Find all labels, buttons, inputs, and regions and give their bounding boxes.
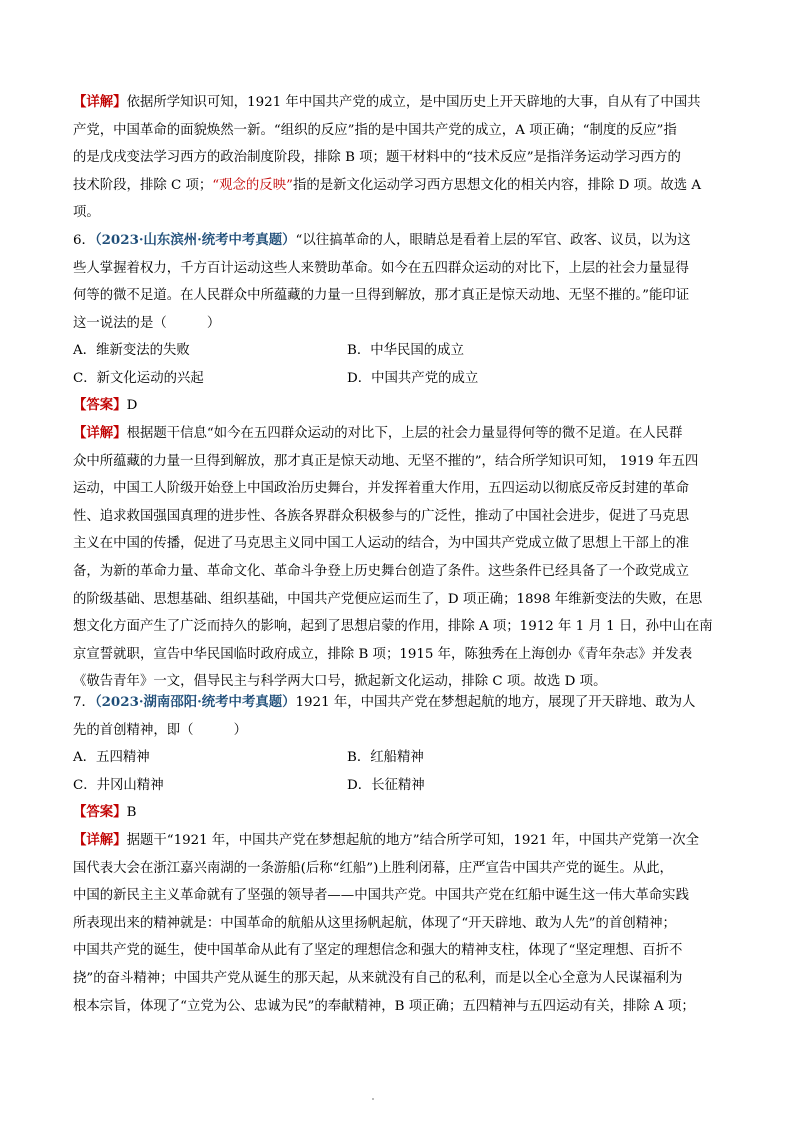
explanation-line: 的阶级基础、思想基础、组织基础，中国共产党便应运而生了，D 项正确；1898 年维新变法的失败，在思	[73, 591, 703, 607]
option-a: A．五四精神	[73, 750, 150, 765]
question-6-stem	[73, 227, 731, 337]
prev-explanation	[73, 89, 731, 227]
explanation-line: 技术阶段，排除 C 项；	[73, 177, 213, 193]
answer-value: B	[126, 805, 137, 820]
explanation-tag: 【详解】	[73, 832, 127, 848]
question-number: 6．	[73, 233, 95, 248]
question-6-explanation	[73, 420, 731, 696]
option-c: C．新文化运动的兴起	[73, 370, 204, 386]
question-number: 7．	[73, 695, 95, 710]
explanation-line: 中国的新民主主义革命就有了坚强的领导者——中国共产党。中国共产党在红船中诞生这一伟大革命实践	[73, 888, 689, 904]
explanation-line: 想文化方面产生了广泛而持久的影响，起到了思想启蒙的作用，排除 A 项；1912 年 1 月 1 日，孙中山在南	[73, 619, 713, 635]
question-7-stem	[73, 689, 731, 744]
option-b: B．红船精神	[347, 750, 424, 765]
explanation-line: 根据题干信息“如今在五四群众运动的对比下，上层的社会力量显得何等的微不足道。在人民群	[126, 426, 683, 441]
answer-value: D	[126, 398, 138, 413]
explanation-line: 运动，中国工人阶级开始登上中国政治历史舞台，并发挥着重大作用，五四运动以彻底反帝反封建的革命	[73, 481, 689, 497]
stem-line: 何等的微不足道。在人民群众中所蕴藏的力量一旦得到解放，那才真正是惊天动地、无坚不摧的。”能印证	[73, 288, 690, 304]
explanation-line: 产党，中国革命的面貌焕然一新。“组织的反应”指的是中国共产党的成立，A 项正确；“制度的反应”指	[73, 122, 677, 138]
option-c: C．井冈山精神	[73, 777, 164, 793]
explanation-line: 国代表大会在浙江嘉兴南湖的一条游船(后称“红船”)上胜利闭幕，庄严宣告中国共产党的诞生。从此，	[73, 860, 673, 876]
explanation-line: 指的是新文化运动学习西方思想文化的相关内容，排除 D 项。故选 A	[292, 177, 702, 193]
stem-line: 1921 年，中国共产党在梦想起航的地方，展现了开天辟地、敢为人	[295, 695, 696, 710]
stem-line: “以往搞革命的人，眼睛总是看着上层的军官、政客、议员，以为这	[295, 233, 691, 248]
option-d: D．中国共产党的成立	[347, 370, 479, 386]
answer-tag: 【答案】	[73, 397, 127, 413]
option-a: A．维新变法的失败	[73, 343, 190, 358]
page-marker-dot	[372, 1098, 374, 1100]
question-source: （2023·湖南邵阳·统考中考真题）	[94, 694, 296, 710]
explanation-tag: 【详解】	[73, 94, 127, 110]
explanation-line: 所表现出来的精神就是：中国革命的航船从这里扬帆起航，体现了“开天辟地、敢为人先”的首创精神；	[73, 915, 676, 931]
question-6-options	[73, 337, 731, 392]
explanation-line: 的是戊戌变法学习西方的政治制度阶段，排除 B 项；题干材料中的“技术反应”是指洋务运动学习西方的	[73, 150, 681, 166]
explanation-line: 根本宗旨，体现了“立党为公、忠诚为民”的奉献精神，B 项正确；五四精神与五四运动有关，排除 A 项；	[73, 998, 695, 1014]
stem-line: 些人掌握着权力，千方百计运动这些人来赞助革命。如今在五四群众运动的对比下，上层的社会力量显得	[73, 260, 689, 276]
question-7-answer	[73, 799, 731, 827]
question-6-answer	[73, 392, 731, 420]
explanation-line: 依据所学知识可知，1921 年中国共产党的成立，是中国历史上开天辟地的大事，自从有了中国共	[126, 95, 701, 110]
explanation-line: 性、追求救国强国真理的进步性、各族各界群众积极参与的广泛性，推动了中国社会进步，促进了马克思	[73, 508, 689, 524]
question-7-options	[73, 744, 731, 799]
explanation-line: 据题干“1921 年，中国共产党在梦想起航的地方”结合所学可知，1921 年，中国共产党第一次全	[126, 833, 699, 848]
explanation-line: 主义在中国的传播，促进了马克思主义同中国工人运动的结合，为中国共产党成立做了思想上干部上的准	[73, 536, 689, 552]
explanation-line: 备，为新的革命力量、革命文化、革命斗争登上历史舞台创造了条件。这些条件已经具备了一个政党成立	[73, 563, 689, 579]
question-7-explanation	[73, 827, 731, 1020]
explanation-line: 挠”的奋斗精神；中国共产党从诞生的那天起，从来就没有自己的私利，而是以全心全意为人民谋福利为	[73, 970, 683, 986]
explanation-line: 众中所蕴藏的力量一旦得到解放，那才真正是惊天动地、无坚不摧的”，结合所学知识可知， 1919 年五四	[73, 453, 699, 469]
explanation-tag: 【详解】	[73, 425, 127, 441]
option-b: B．中华民国的成立	[347, 343, 464, 358]
explanation-line: 中国共产党的诞生，使中国革命从此有了坚定的理想信念和强大的精神支柱，体现了“坚定理想、百折不	[73, 943, 683, 959]
stem-line: 先的首创精神，即（ ）	[73, 722, 248, 738]
stem-line: 这一说法的是（ ）	[73, 315, 221, 331]
explanation-line: 京宣誓就职，宣告中华民国临时政府成立，排除 B 项；1915 年，陈独秀在上海创办《青年杂志》并发表	[73, 646, 693, 662]
explanation-line: 项。	[73, 205, 100, 221]
explanation-line: 《敬告青年》一文，倡导民主与科学两大口号，掀起新文化运动，排除 C 项。故选 D 项。	[73, 674, 607, 690]
question-source: （2023·山东滨州·统考中考真题）	[94, 232, 296, 248]
highlighted-phrase: “观念的反映”	[212, 177, 293, 193]
answer-tag: 【答案】	[73, 804, 127, 820]
option-d: D．长征精神	[347, 777, 425, 793]
